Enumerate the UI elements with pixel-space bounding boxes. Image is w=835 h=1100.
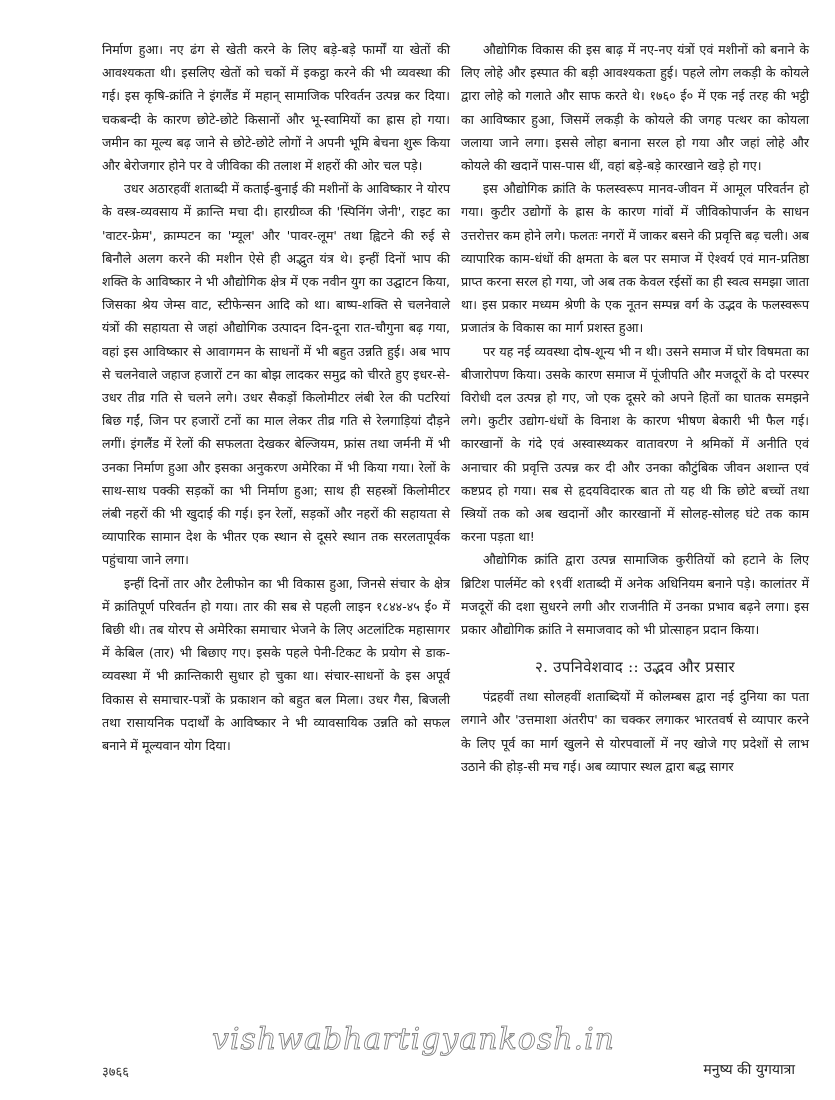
- left-column: [102, 38, 450, 757]
- paragraph: इन्हीं दिनों तार और टेलीफोन का भी विकास हुआ, जिनसे संचार के क्षेत्र में क्रांतिपूर्ण परिवर्तन हो गया। तार की सब से पहली लाइन १८४४-४५ ई० में बिछी थी। तब योरप से अमेरिका समाचार भेजने के लिए अटलांटिक महासागर में केबिल (तार) भी बिछाए गए। इसके पहले पेनी-टिकट के प्रयोग से डाक-व्यवस्था में भी क्रान्तिकारी सुधार हो चुका था। संचार-साधनों के इस अपूर्व विकास से समाचार-पत्रों के प्रकाशन को बहुत बल मिला। उधर गैस, बिजली तथा रासायनिक पदार्थों के आविष्कार ने भी व्यावसायिक उन्नति को सफल बनाने में मूल्यवान योग दिया।: [102, 575, 450, 754]
- right-column: [461, 38, 809, 778]
- paragraph: इस औद्योगिक क्रांति के फलस्वरूप मानव-जीवन में आमूल परिवर्तन हो गया। कुटीर उद्योगों के ह्रास के कारण गांवों में जीविकोपार्जन के साधन उत्तरोत्तर कम होने लगे। फलतः नगरों में जाकर बसने की प्रवृत्ति बढ़ चली। अब व्यापारिक काम-धंधों की क्षमता के बल पर समाज में ऐश्वर्य एवं मान-प्रतिष्ठा प्राप्त करना सरल हो गया, जो अब तक केवल रईसों का ही स्वत्व समझा जाता था। इस प्रकार मध्यम श्रेणी के एक नूतन सम्पन्न वर्ग के उद्भव के फलस्वरूप प्रजातंत्र के विकास का मार्ग प्रशस्त हुआ।: [461, 181, 810, 336]
- watermark: vishwabhartigyankosh.in: [212, 1022, 615, 1057]
- page-number: ३७६६: [102, 1065, 130, 1080]
- paragraph: पर यह नई व्यवस्था दोष-शून्य भी न थी। उसने समाज में घोर विषमता का बीजारोपण किया। उसके कारण समाज में पूंजीपति और मजदूरों के दो परस्पर विरोधी दल उत्पन्न हो गए, जो एक दूसरे को अपने हितों का घातक समझने लगे। कुटीर उद्योग-धंधों के विनाश के कारण भीषण बेकारी भी फैल गई। कारखानों के गंदे एवं अस्वास्थ्यकर वातावरण ने श्रमिकों में अनीति एवं अनाचार की प्रवृत्ति उत्पन्न कर दी और उनका कौटुंबिक जीवन अशान्त एवं कष्टप्रद हो गया। सब से हृदयविदारक बात तो यह थी कि छोटे बच्चों तथा स्त्रियों तक को अब खदानों और कारखानों में सोलह-सोलह घंटे तक काम करना पड़ता था!: [461, 343, 809, 545]
- paragraph: निर्माण हुआ। नए ढंग से खेती करने के लिए बड़े-बड़े फार्मों या खेतों की आवश्यकता थी। इसलिए खेतों को चकों में इकट्ठा करने की भी व्यवस्था की गई। इस कृषि-क्रांति ने इंगलैंड में महान् सामाजिक परिवर्तन उत्पन्न कर दिया। चकबन्दी के कारण छोटे-छोटे किसानों और भू-स्वामियों का ह्रास हो गया। जमीन का मूल्य बढ़ जाने से छोटे-छोटे लोगों ने अपनी भूमि बेचना शुरू किया और बेरोजगार होने पर वे जीविका की तलाश में शहरों की ओर चल पड़े।: [102, 42, 450, 174]
- paragraph: औद्योगिक विकास की इस बाढ़ में नए-नए यंत्रों एवं मशीनों को बनाने के लिए लोहे और इस्पात की बड़ी आवश्यकता हुई। पहले लोग लकड़ी के कोयले द्वारा लोहे को गलाते और साफ करते थे। १७६० ई० में एक नई तरह की भट्ठी का आविष्कार हुआ, जिसमें लकड़ी के कोयले की जगह पत्थर का कोयला जलाया जाने लगा। इससे लोहा बनाना सरल हो गया और जहां लोहे और कोयले की खदानें पास-पास थीं, वहां बड़े-बड़े कारखाने खड़े हो गए।: [461, 42, 809, 174]
- book-title: मनुष्य की युगयात्रा: [703, 1062, 795, 1078]
- paragraph: औद्योगिक क्रांति द्वारा उत्पन्न सामाजिक कुरीतियों को हटाने के लिए ब्रिटिश पार्लमेंट को १९वीं शताब्दी में अनेक अधिनियम बनाने पड़े। कालांतर में मजदूरों की दशा सुधरने लगी और राजनीति में उनका प्रभाव बढ़ने लगा। इस प्रकार औद्योगिक क्रांति ने समाजवाद को भी प्रोत्साहन प्रदान किया।: [461, 552, 809, 638]
- section-heading: २. उपनिवेशवाद :: उद्भव और प्रसार: [535, 658, 735, 677]
- paragraph: पंद्रहवीं तथा सोलहवीं शताब्दियों में कोलम्बस द्वारा नई दुनिया का पता लगाने और 'उत्तमाशा अंतरीप' का चक्कर लगाकर भारतवर्ष से व्यापार करने के लिए पूर्व का मार्ग खुलने से योरपवालों में नए खोजे गए प्रदेशों से लाभ उठाने की होड़-सी मच गई। अब व्यापार स्थल द्वारा बद्ध सागर: [461, 689, 809, 774]
- paragraph: उधर अठारहवीं शताब्दी में कताई-बुनाई की मशीनों के आविष्कार ने योरप के वस्त्र-व्यवसाय में क्रान्ति मचा दी। हारग्रीव्ज की 'स्पिनिंग जेनी', राइट का 'वाटर-फ्रेम', क्राम्पटन का 'म्यूल' और 'पावर-लूम' तथा ह्विटने की रुई से बिनौले अलग करने की मशीन ऐसे ही अद्भुत यंत्र थे। इन्हीं दिनों भाप की शक्ति के आविष्कार ने भी औद्योगिक क्षेत्र में एक नवीन युग का उद्घाटन किया, जिसका श्रेय जेम्स वाट, स्टीफेन्सन आदि को था। बाष्प-शक्ति से चलनेवाले यंत्रों की सहायता से जहां औद्योगिक उत्पादन दिन-दूना रात-चौगुना बढ़ गया, वहां इस आविष्कार से आवागमन के साधनों में भी बहुत उन्नति हुई। अब भाप से चलनेवाले जहाज हजारों टन का बोझ लादकर समुद्र को चीरते हुए इधर-से-उधर तीव्र गति से चलने लगे। उधर सैकड़ों किलोमीटर लंबी रेल की पटरियां बिछ गईं, जिन पर हजारों टनों का माल लेकर तीव्र गति से रेलगाड़ियां दौड़ने लगीं। इंगलैंड में रेलों की सफलता देखकर बेल्जियम, फ्रांस तथा जर्मनी में भी उनका निर्माण हुआ और इसका अनुकरण अमेरिका में भी किया गया। रेलों के साथ-साथ पक्की सड़कों का भी निर्माण हुआ; साथ ही सहस्त्रों किलोमीटर लंबी नहरों की भी खुदाई की गई। इन रेलों, सड़कों और नहरों की सहायता से व्यापारिक सामान देश के भीतर एक स्थान से दूसरे स्थान तक सरलतापूर्वक पहुंचाया जाने लगा।: [102, 181, 450, 568]
